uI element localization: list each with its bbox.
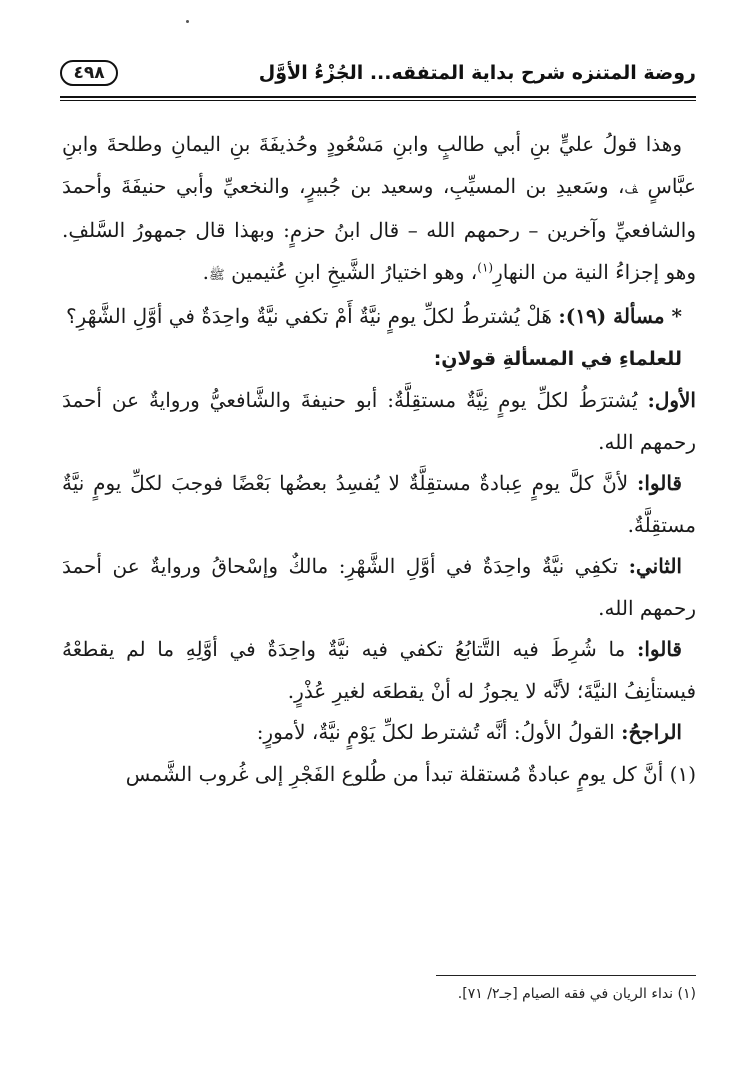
qalu-label-1: قالوا: <box>636 471 682 495</box>
footnote-rule <box>436 975 696 976</box>
second-opinion: الثاني: تكفِي نيَّةٌ واحِدَةٌ في أوَّلِ الشَّهْرِ: مالكٌ وإسْحاقُ وروايةٌ عن أحمدَ رحمهم الله. <box>62 554 696 620</box>
header-rule <box>60 96 696 98</box>
qalu-label-2: قالوا: <box>636 637 682 661</box>
paragraph-sahaba-opinion: وهذا قولُ عليٍّ بنِ أبي طالبٍ وابنِ مَسْعُودٍ وحُذيفَةَ بنِ اليمانِ وطلحةَ وابنِ عبَّاسٍ ﭫ، وسَعيدِ بن المسيِّبِ، وسعيد بن جُبيرٍ، والنخعيِّ وأبي حنيفَةَ وأحمدَ والشافعيِّ وآخرين – رحمهم الله – قال ابنُ حزمٍ: وبهذا قال جمهورُ السَّلفِ. وهو إجزاءُ النية من النهارِ$^{(١)}$، وهو اختيارُ الشَّيخِ ابنِ عُثيمين ﷺ. <box>62 132 696 284</box>
rajih-label: الراجحُ: <box>621 720 682 744</box>
second-argument: قالوا: ما شُرِطَ فيه التَّتابُعُ تكفي فيه نيَّةٌ واحِدَةٌ في أوَّلِهِ ما لم يقطعْهُ فيستأنِفُ النيَّةَ؛ لأنَّه لا يجوزُ له أنْ يقطعَه لغيرِ عُذْرٍ. <box>62 637 696 703</box>
honorific-glyph: ﭫ <box>624 181 638 197</box>
body-text <box>62 124 696 795</box>
preferred-opinion: الراجحُ: القولُ الأولُ: أنَّه تُشترط لكلِّ يَوْمٍ نيَّةٌ، لأمورٍ: <box>256 720 682 744</box>
header-rule-thin <box>60 100 696 101</box>
section-heading: للعلماءِ في المسألةِ قولانِ: <box>433 347 682 370</box>
honorific-glyph-2: ﷺ <box>209 267 225 283</box>
scan-speck <box>186 20 189 23</box>
page-number-badge: ٤٩٨ <box>60 60 118 86</box>
first-label: الأول: <box>647 388 696 412</box>
footnote-ref: (١) <box>477 259 494 274</box>
question-19: * مسألة (١٩): هَلْ يُشترطُ لكلِّ يومٍ نيَّةٌ أَمْ تكفي نيَّةٌ واحِدَةٌ في أوَّلِ الشَّهْرِ؟ <box>65 304 682 328</box>
first-opinion: الأول: يُشترَطُ لكلِّ يومٍ نِيَّةٌ مستقِلَّةٌ: أبو حنيفةَ والشَّافعيُّ وروايةٌ عن أحمدَ رحمهم الله. <box>62 388 696 454</box>
first-argument: قالوا: لأنَّ كلَّ يومٍ عِبادةٌ مستقِلَّةٌ لا يُفسِدُ بعضُها بَعْضًا فوجبَ لكلِّ يومٍ نيَّةٌ مستقِلَّةٌ. <box>62 471 696 537</box>
second-label: الثاني: <box>628 554 682 578</box>
running-header <box>60 58 696 92</box>
reason-item-1: (١) أنَّ كل يومٍ عبادةٌ مُستقلة تبدأ من طُلوع الفَجْرِ إلى غُروب الشَّمس <box>125 761 696 786</box>
footnote: (١) نداء الريان في فقه الصيام [جـ٢/ ٧١]. <box>457 986 696 1002</box>
question-title: * مسألة (١٩): <box>558 304 682 328</box>
header-title: روضة المتنزه شرح بداية المتفقه... الجُزْءُ الأوَّل <box>258 62 696 84</box>
